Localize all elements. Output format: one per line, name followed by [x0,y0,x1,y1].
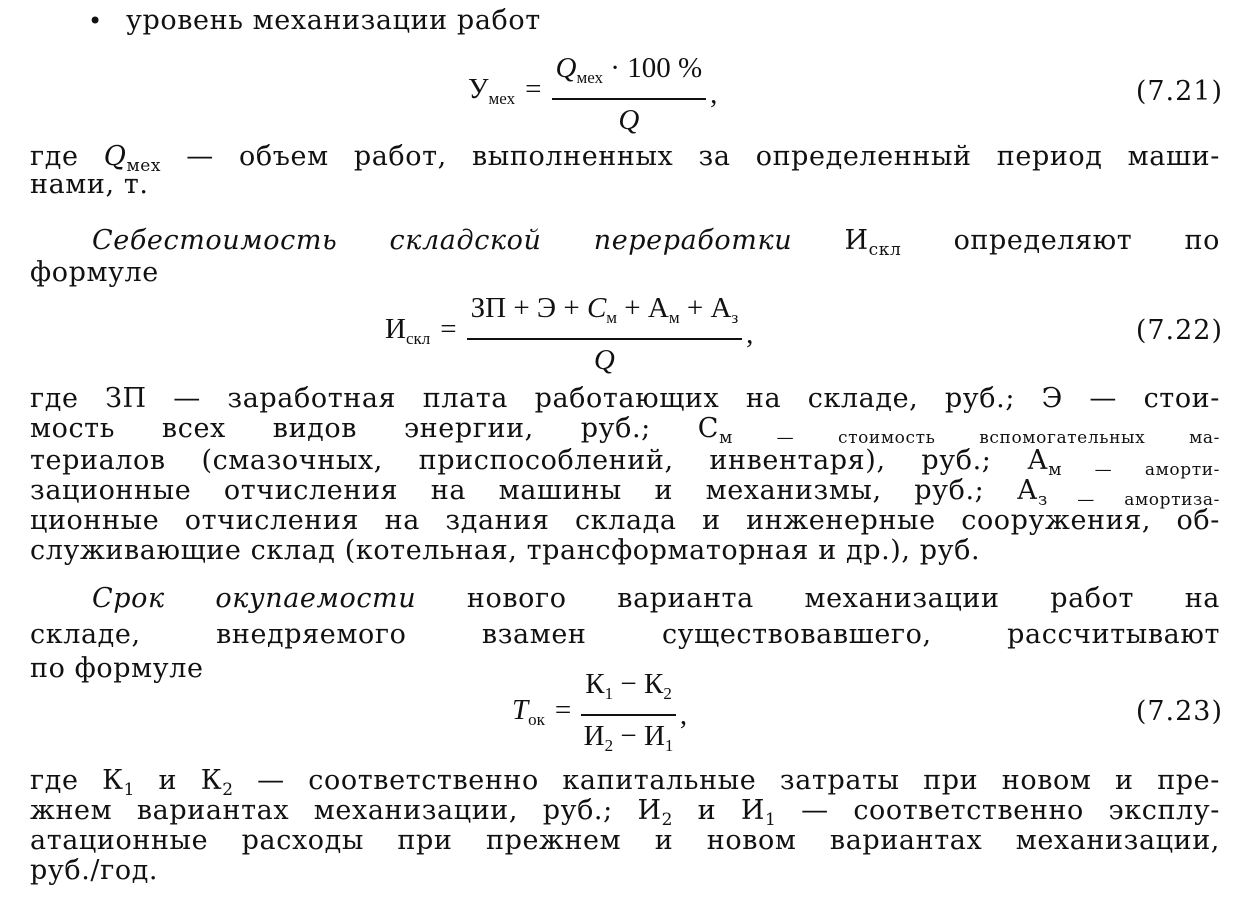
paragraph-line: формуле [30,257,159,288]
equation-number: (7.22) [1135,315,1223,346]
formula-fraction [552,52,707,136]
formula-numerator: $К_1 - К_2$ [581,668,676,716]
formula-7-23 [512,668,687,762]
formula-denominator: $И_2 - И_1$ [583,720,674,755]
paragraph-line: складе, внедряемого взамен существовавшего, рассчитывают [30,619,1220,650]
formula-denominator: Q [593,344,615,376]
bullet-marker: • [88,7,103,35]
bullet-text: уровень механизации работ [126,5,541,36]
bullet-item [88,6,541,36]
formula-denominator: Q [618,104,640,136]
formula-numerator: $Q_{мех} \cdot 100$ % [552,52,707,100]
formula-lhs: $У_{мех}$ = [468,73,542,108]
paragraph-line: где $Q_{мех}$ — объем работ, выполненных за определенный период маши- [30,141,1220,176]
formula-lhs: $И_{скл}$ = [385,313,457,348]
italic-term: Срок окупаемости [92,583,417,614]
formula-fraction [581,668,676,762]
formula-comma: , [710,77,718,110]
equation-number: (7.21) [1135,76,1223,107]
paragraph-line: ционные отчисления на здания склада и инженерные сооружения, об- [30,505,1220,536]
formula-lhs: $Т_{ок}$ = [512,694,572,729]
paragraph-line: зационные отчисления на машины и механизмы, руб.; $А_{з — амортиза-}$ [30,475,1220,510]
equation-number: (7.23) [1135,696,1223,727]
formula-fraction [467,292,743,376]
paragraph-line: Себестоимость складской переработки $И_{скл}$ определяют по [92,225,1221,260]
formula-numerator: ЗП + $Э + С_м + А_м + А_з$ [467,292,743,340]
formula-comma: , [746,317,754,350]
paragraph-line: Срок окупаемости нового варианта механизации работ на [92,583,1220,614]
paragraph-line: служивающие склад (котельная, трансформаторная и др.), руб. [30,535,981,566]
formula-7-21 [468,52,717,136]
formula-7-22 [385,292,753,376]
paragraph-line: атационные расходы при прежнем и новом вариантах механизации, [30,825,1220,856]
paragraph-line: мость всех видов энергии, руб.; $С_{м — стоимость вспомогательных ма-}$ [30,413,1220,448]
italic-term: Себестоимость складской переработки [92,225,793,256]
paragraph-line: жнем вариантах механизации, руб.; $И_2$ и $И_1$ — соответственно эксплу- [30,795,1220,830]
paragraph-line: териалов (смазочных, приспособлений, инвентаря), руб.; $А_{м — аморти-}$ [30,445,1220,480]
paragraph-line: по формуле [30,653,204,684]
formula-comma: , [679,698,688,731]
paragraph-line: руб./год. [30,855,159,886]
paragraph-line: где ЗП — заработная плата работающих на складе, руб.; Э — стои- [30,383,1220,414]
paragraph-line: нами, т. [30,169,149,200]
paragraph-line: где $К_1$ и $К_2$ — соответственно капитальные затраты при новом и пре- [30,765,1220,800]
